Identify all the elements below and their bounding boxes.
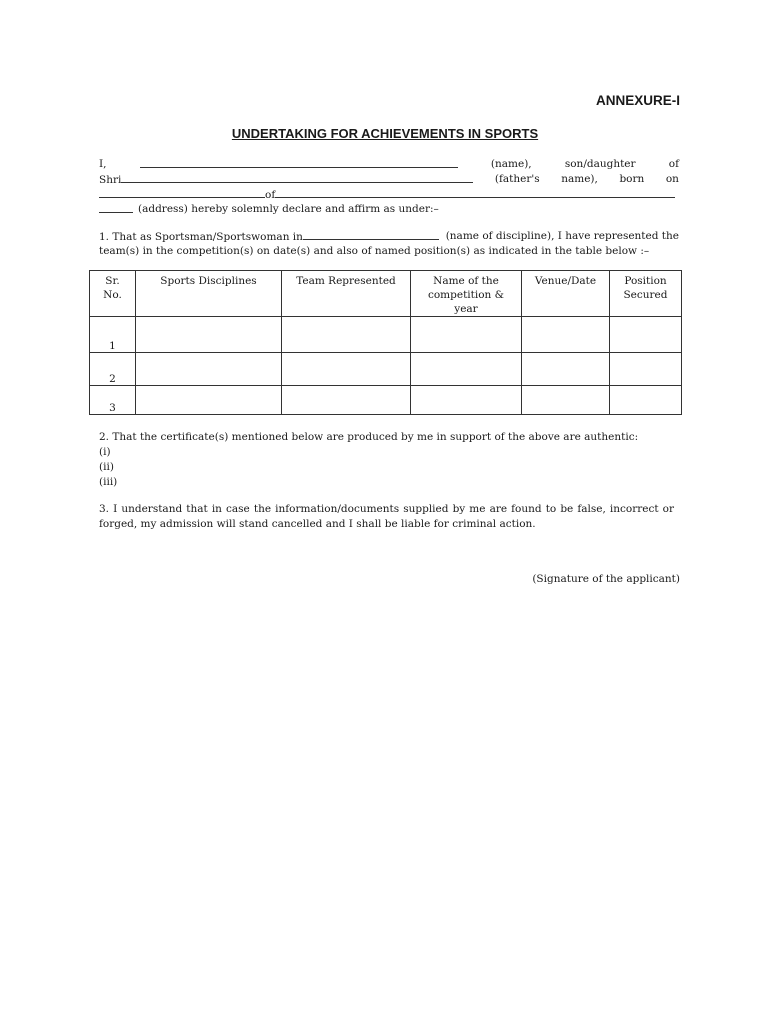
cell-competition[interactable] — [411, 386, 522, 415]
title-text: UNDERTAKING FOR ACHIEVEMENTS IN SPORTS — [231, 126, 539, 141]
cell-sports[interactable] — [136, 386, 282, 415]
point-1-line-1 — [99, 229, 679, 244]
table-row — [90, 386, 682, 415]
address-blank-2[interactable] — [99, 202, 133, 213]
header-sports-disciplines: Sports Disciplines — [136, 271, 282, 317]
cell-team[interactable] — [282, 317, 411, 353]
intro-i: I, — [99, 158, 107, 170]
row-number: 2 — [90, 353, 136, 386]
signature-label: (Signature of the applicant) — [532, 573, 680, 585]
intro-line-4 — [99, 202, 679, 217]
header-venue-date: Venue/Date — [522, 271, 610, 317]
intro-of: of — [668, 158, 679, 170]
intro-line-2 — [99, 172, 679, 187]
intro-shri: Shri — [99, 174, 122, 186]
discipline-blank[interactable] — [303, 229, 439, 240]
intro-address-text: (address) hereby solemnly declare and affirm as under:– — [138, 203, 439, 215]
cell-position[interactable] — [610, 386, 682, 415]
intro-line-3 — [99, 187, 679, 202]
certificate-item: (i) — [99, 446, 111, 458]
header-competition: Name of the competition & year — [411, 271, 522, 317]
table-header-row — [90, 271, 682, 317]
annexure-label: ANNEXURE-I — [595, 93, 680, 108]
header-position-secured: Position Secured — [610, 271, 682, 317]
point-1-part1: 1. That as Sportsman/Sportswoman in — [99, 231, 303, 243]
address-blank[interactable] — [275, 187, 675, 198]
point-2-text: 2. That the certificate(s) mentioned below are produced by me in support of the above are authentic: — [99, 431, 639, 443]
dob-blank[interactable] — [99, 187, 265, 198]
document-title — [0, 126, 770, 141]
header-team-represented: Team Represented — [282, 271, 411, 317]
cell-competition[interactable] — [411, 317, 522, 353]
certificate-item: (iii) — [99, 476, 118, 488]
point-1-line2-text: team(s) in the competition(s) on date(s) and also of named position(s) as indicated in the table below :– — [99, 245, 650, 257]
intro-of2: of — [265, 189, 276, 201]
header-sr-no: Sr. No. — [90, 271, 136, 317]
point-1-part2: (name of discipline), I have represented the — [445, 230, 679, 242]
point-3: 3. I understand that in case the information/documents supplied by me are found to be false, incorrect or forged, my admission will stand cancelled and I shall be liable for criminal action. — [99, 503, 674, 530]
intro-line-1 — [99, 157, 679, 172]
cell-team[interactable] — [282, 386, 411, 415]
achievements-table — [89, 270, 682, 415]
name-blank[interactable] — [140, 157, 458, 168]
intro-sondaughter: son/daughter — [564, 158, 636, 170]
point-1 — [99, 229, 679, 259]
cell-venue[interactable] — [522, 353, 610, 386]
table-row — [90, 317, 682, 353]
cell-position[interactable] — [610, 353, 682, 386]
point-2 — [99, 430, 638, 490]
point-1-line-2 — [99, 244, 679, 259]
intro-born: born — [619, 173, 645, 185]
intro-fathers: (father's — [494, 173, 540, 185]
intro-name-label: (name), — [490, 158, 532, 170]
intro-paragraph — [99, 157, 679, 217]
cell-position[interactable] — [610, 317, 682, 353]
cell-venue[interactable] — [522, 317, 610, 353]
table-row — [90, 353, 682, 386]
cell-venue[interactable] — [522, 386, 610, 415]
cell-team[interactable] — [282, 353, 411, 386]
cell-sports[interactable] — [136, 353, 282, 386]
row-number: 3 — [90, 386, 136, 415]
row-number: 1 — [90, 317, 136, 353]
intro-on: on — [665, 173, 679, 185]
cell-competition[interactable] — [411, 353, 522, 386]
intro-name2: name), — [561, 173, 598, 185]
father-name-blank[interactable] — [121, 172, 473, 183]
cell-sports[interactable] — [136, 317, 282, 353]
certificate-item: (ii) — [99, 461, 114, 473]
